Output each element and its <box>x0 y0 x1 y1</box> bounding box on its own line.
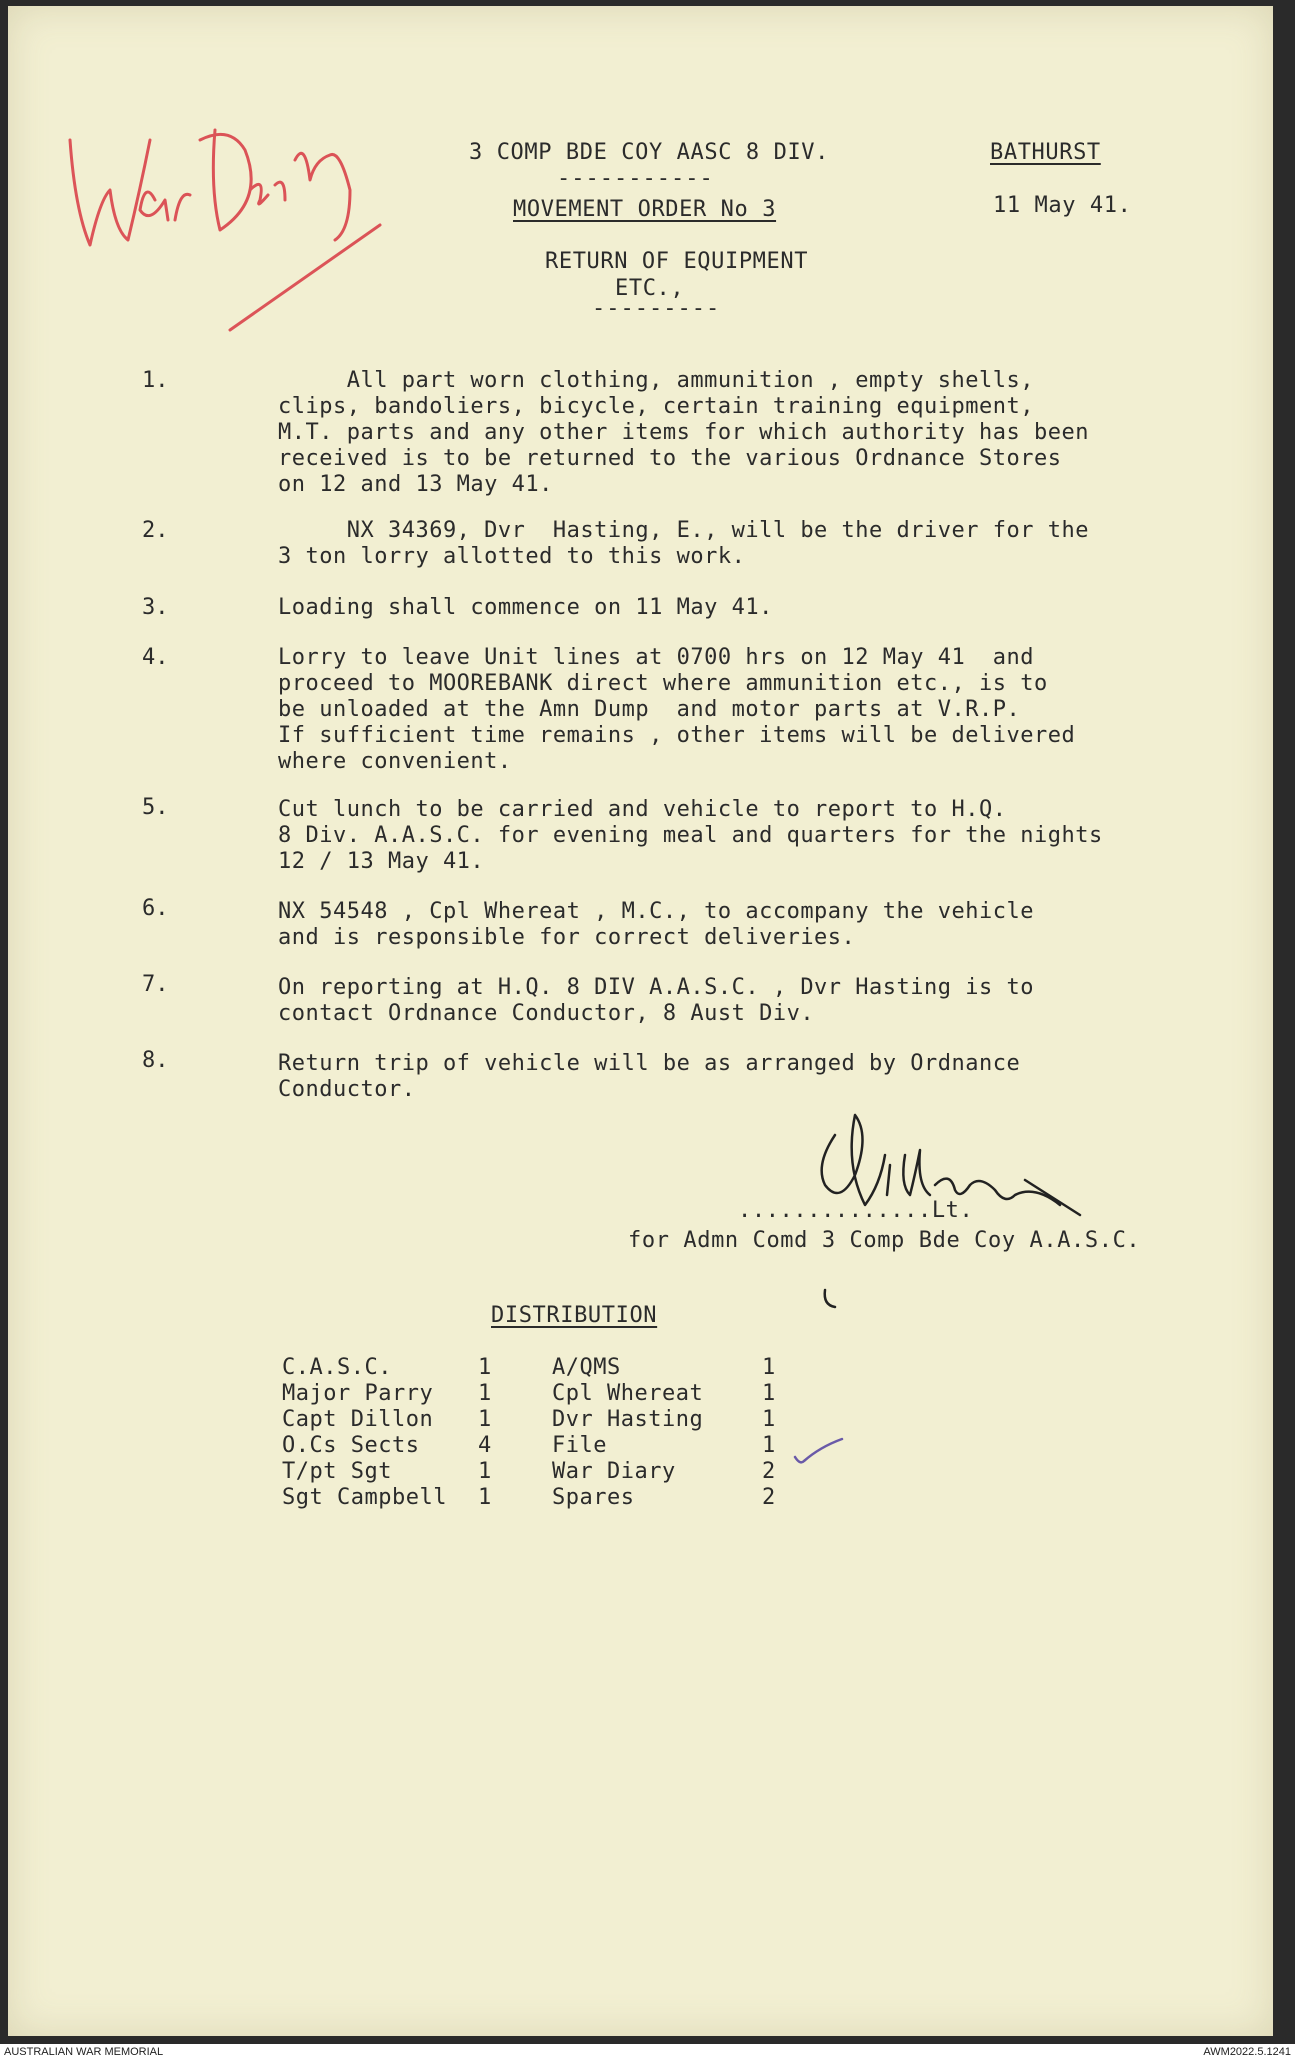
recipient-name: Major Parry <box>282 1381 434 1406</box>
distribution-row <box>282 1459 802 1485</box>
signature-line: for Admn Comd 3 Comp Bde Coy A.A.S.C. <box>628 1228 1141 1253</box>
recipient-name: Cpl Whereat <box>552 1381 704 1406</box>
recipient-qty: 1 <box>478 1485 492 1510</box>
recipient-name: A/QMS <box>552 1355 621 1380</box>
archive-footer <box>0 2044 1295 2061</box>
paragraph-number: 2. <box>142 518 169 543</box>
subject-rule: --------- <box>592 296 721 321</box>
paragraph-line: where convenient. <box>278 749 512 774</box>
recipient-qty: 1 <box>762 1381 776 1406</box>
paragraph-line: NX 34369, Dvr Hasting, E., will be the driver for the <box>278 518 1089 543</box>
war-diary-annotation <box>50 80 410 340</box>
archive-name: AUSTRALIAN WAR MEMORIAL <box>4 2046 164 2058</box>
paragraph-line: 12 / 13 May 41. <box>278 849 485 874</box>
distribution-list <box>282 1355 802 1511</box>
paragraph-line: be unloaded at the Amn Dump and motor parts at V.R.P. <box>278 697 1021 722</box>
paragraph-line: 8 Div. A.A.S.C. for evening meal and quarters for the nights <box>278 823 1103 848</box>
paragraph-number: 4. <box>142 645 169 670</box>
paragraph-number: 3. <box>142 595 169 620</box>
recipient-qty: 1 <box>478 1355 492 1380</box>
paragraph-number: 7. <box>142 972 169 997</box>
subject-line-1: RETURN OF EQUIPMENT <box>545 249 809 274</box>
distribution-row <box>282 1407 802 1433</box>
paragraph-line: M.T. parts and any other items for which authority has been <box>278 420 1089 445</box>
distribution-row <box>282 1433 802 1459</box>
paragraph-line: contact Ordnance Conductor, 8 Aust Div. <box>278 1001 815 1026</box>
recipient-name: Sgt Campbell <box>282 1485 447 1510</box>
paragraph-line: All part worn clothing, ammunition , empty shells, <box>278 368 1034 393</box>
paragraph-line: on 12 and 13 May 41. <box>278 472 553 497</box>
recipient-name: Dvr Hasting <box>552 1407 704 1432</box>
paragraph-line: Return trip of vehicle will be as arranged by Ordnance <box>278 1051 1021 1076</box>
unit-heading-rule: ----------- <box>557 166 714 191</box>
recipient-name: File <box>552 1433 607 1458</box>
paragraph-line: Conductor. <box>278 1077 416 1102</box>
paragraph-line: If sufficient time remains , other items will be delivered <box>278 723 1076 748</box>
paragraph-line: clips, bandoliers, bicycle, certain training equipment, <box>278 394 1034 419</box>
location: BATHURST <box>990 140 1101 165</box>
recipient-qty: 1 <box>762 1355 776 1380</box>
tick-mark-icon <box>790 1435 850 1475</box>
order-title: MOVEMENT ORDER No 3 <box>513 197 777 222</box>
recipient-name: C.A.S.C. <box>282 1355 392 1380</box>
paragraph-line: Lorry to leave Unit lines at 0700 hrs on 12 May 41 and <box>278 645 1034 670</box>
recipient-name: Capt Dillon <box>282 1407 434 1432</box>
recipient-qty: 4 <box>478 1433 492 1458</box>
recipient-qty: 1 <box>478 1381 492 1406</box>
recipient-qty: 2 <box>762 1485 776 1510</box>
paragraph-line: On reporting at H.Q. 8 DIV A.A.S.C. , Dvr Hasting is to <box>278 975 1034 1000</box>
unit-heading: 3 COMP BDE COY AASC 8 DIV. <box>469 140 829 165</box>
archive-reference: AWM2022.5.1241 <box>1203 2046 1291 2058</box>
recipient-qty: 2 <box>762 1459 776 1484</box>
recipient-qty: 1 <box>762 1433 776 1458</box>
recipient-name: Spares <box>552 1485 635 1510</box>
subject-line-2: ETC., <box>615 276 685 301</box>
paragraph-line: proceed to MOOREBANK direct where ammunition etc., is to <box>278 671 1048 696</box>
recipient-qty: 1 <box>762 1407 776 1432</box>
recipient-name: T/pt Sgt <box>282 1459 392 1484</box>
paragraph-number: 1. <box>142 368 169 393</box>
paragraph-number: 5. <box>142 795 169 820</box>
paragraph-line: 3 ton lorry allotted to this work. <box>278 544 746 569</box>
distribution-title: DISTRIBUTION <box>491 1303 658 1328</box>
distribution-row <box>282 1485 802 1511</box>
distribution-row <box>282 1355 802 1381</box>
recipient-qty: 1 <box>478 1407 492 1432</box>
paragraph-line: and is responsible for correct deliveries. <box>278 925 856 950</box>
paragraph-number: 8. <box>142 1048 169 1073</box>
signature-dots: ..............Lt. <box>738 1198 974 1223</box>
paragraph-line: received is to be returned to the various Ordnance Stores <box>278 446 1062 471</box>
paragraph-line: Cut lunch to be carried and vehicle to report to H.Q. <box>278 797 1007 822</box>
distribution-row <box>282 1381 802 1407</box>
recipient-name: O.Cs Sects <box>282 1433 420 1458</box>
paragraph-line: NX 54548 , Cpl Whereat , M.C., to accompany the vehicle <box>278 899 1034 924</box>
paragraph-number: 6. <box>142 896 169 921</box>
document-date: 11 May 41. <box>993 193 1132 218</box>
recipient-name: War Diary <box>552 1459 676 1484</box>
paragraph-line: Loading shall commence on 11 May 41. <box>278 595 773 620</box>
recipient-qty: 1 <box>478 1459 492 1484</box>
